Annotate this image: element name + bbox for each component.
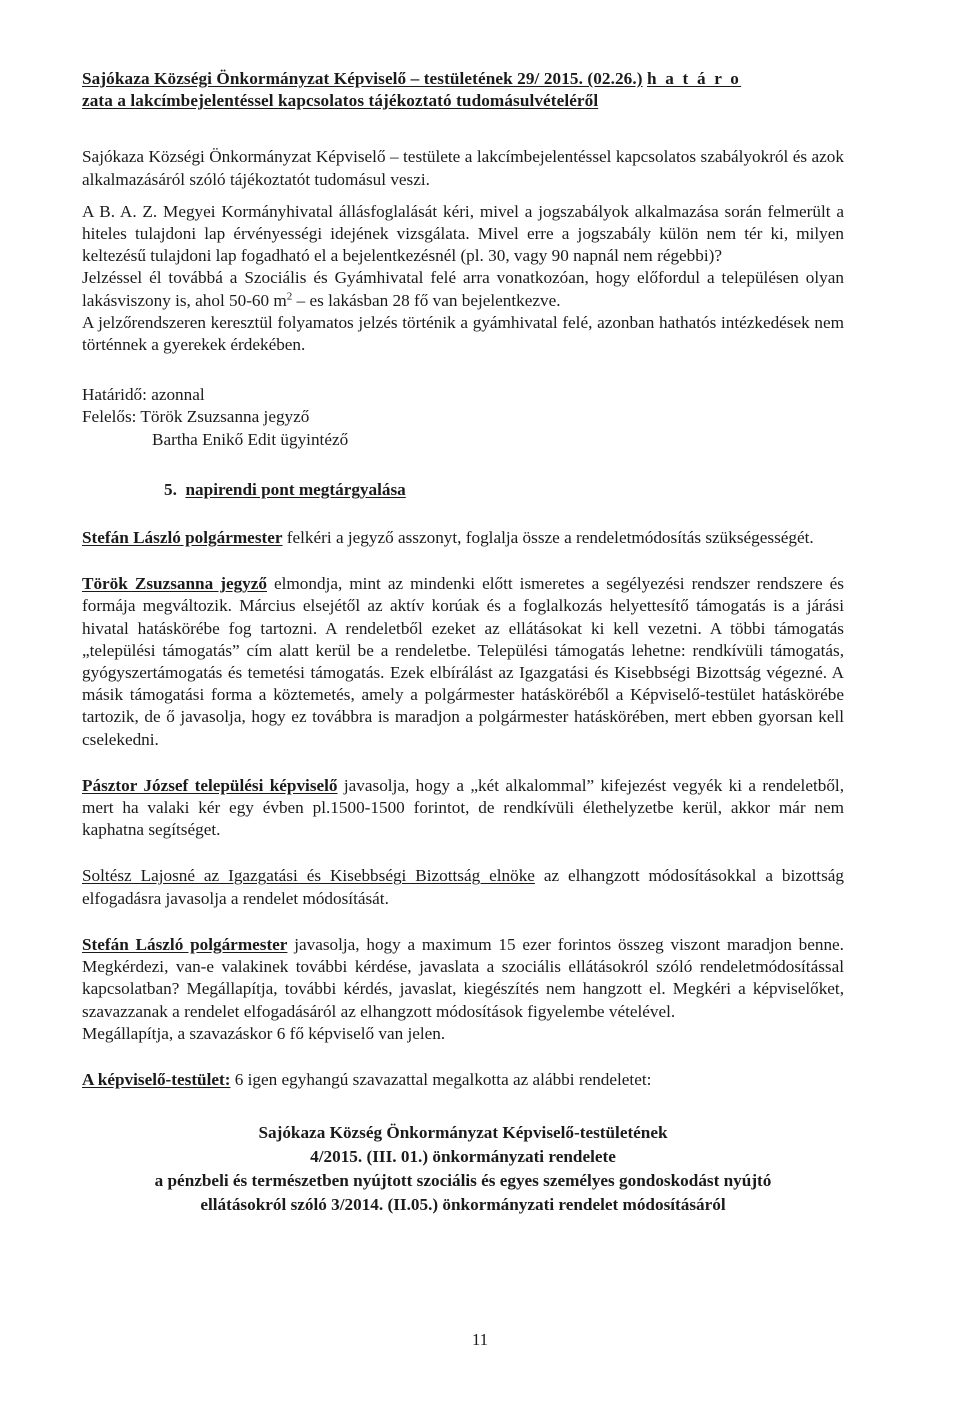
- decision: [82, 1069, 844, 1091]
- superscript: 2: [286, 289, 293, 302]
- section-title: napirendi pont megtárgyalása: [185, 479, 406, 499]
- speaker-name: Soltész Lajosné az Igazgatási és Kisebbségi Bizottság elnöke: [82, 866, 535, 886]
- speaker-name: Török Zsuzsanna jegyző: [82, 574, 267, 594]
- quorum-statement: Megállapítja, a szavazáskor 6 fő képviselő van jelen.: [82, 1023, 446, 1043]
- speaker-name: Stefán László polgármester: [82, 528, 283, 548]
- deadline: Határidő: azonnal: [82, 385, 205, 405]
- speech-text: javasolja, hogy a maximum 15 ezer forintos összeg viszont maradjon benne. Megkérdezi, van-e valakinek további kérdése, javaslata a szociális ellátásokról szóló rendeletmódosítással kapcsolatban? Megállapítja, további kérdés, javaslat, kiegészítés nem hangzott el. Megkéri a képviselőket, szavazzanak a rendelet elfogadásáról az elhangzott módosítások figyelembe vételével.: [82, 934, 844, 1021]
- header-line-2: zata a lakcímbejelentéssel kapcsolatos tájékoztató tudomásulvételéről: [82, 91, 599, 111]
- speech-2: [82, 573, 844, 751]
- section-heading: [82, 479, 844, 501]
- paragraph-3-text-a: Jelzéssel él továbbá a Szociális és Gyámhivatal felé arra vonatkozóan, hogy előfordul a településen olyan lakásviszony is, ahol 50-60 m: [82, 268, 844, 310]
- paragraph-3-text-b: – es lakásban 28 fő van bejelentkezve.: [292, 290, 561, 310]
- speaker-name: Stefán László polgármester: [82, 934, 288, 954]
- ordinance-line-3: a pénzbeli és természetben nyújtott szociális és egyes személyes gondoskodást nyújtó: [154, 1171, 772, 1191]
- page-number: 11: [471, 1330, 489, 1349]
- resolution-paragraph-2: A B. A. Z. Megyei Kormányhivatal állásfoglalását kéri, mivel a jogszabályok alkalmazása során felmerült a hiteles tulajdoni lap érvényességi idejének vizsgálata. Mivel erre a jogszabály külön nem tér ki, milyen keltezésű tulajdoni lap fogadható el a bejelentkezésnél (pl. 30, vagy 90 napnál nem régebbi)?: [82, 201, 844, 266]
- speech-text: javasolja, hogy a „két alkalommal” kifejezést vegyék ki a rendeletből, mert ha valaki kér egy évben pl.1500-1500 forintot, de rendkívüli élethelyzetbe kerül, akkor már nem kaphatna segítséget.: [82, 775, 844, 840]
- speaker-name: Pásztor József települési képviselő: [82, 775, 338, 795]
- resolution-paragraph-3: [82, 267, 844, 311]
- ordinance-title: [82, 1121, 844, 1217]
- speech-text: az elhangzott módosításokkal a bizottság elfogadásra javasolja a rendelet módosítását.: [82, 866, 844, 908]
- ordinance-line-4: ellátásokról szóló 3/2014. (II.05.) önkormányzati rendelet módosításáról: [200, 1195, 726, 1215]
- decision-label: A képviselő-testület:: [82, 1069, 231, 1089]
- section-number: 5.: [164, 479, 177, 499]
- speech-5: [82, 934, 844, 1023]
- speech-text: elmondja, mint az mindenki előtt ismeretes a segélyezési rendszer rendszere és formája megváltozik. Március elsejétől az aktív korúak és a foglalkozás helyettesítő támogatás is a járási hivatal hatáskörébe fog tartozni. A rendeletből ezeket az ellátásokat ki kell vezetni. A többi támogatás „települési támogatás” cím alatt kerül be a rendeletbe. Települési támogatás lehetne: rendkívüli támogatás, gyógyszertámogatás és temetési támogatás. Ezek elbírálást az Igazgatási és Kisebbségi Bizottság végezné. A másik támogatási forma a köztemetés, amely a polgármester hatásköréből a Képviselő-testület hatáskörébe tartozik, de ő javasolja, hogy ez továbbra is maradjon a polgármester hatáskörében, mert ebben gyorsan kell cselekedni.: [82, 574, 844, 749]
- ordinance-line-1: Sajókaza Község Önkormányzat Képviselő-testületének: [258, 1123, 668, 1143]
- decision-text: 6 igen egyhangú szavazattal megalkotta az alábbi rendeletet:: [230, 1069, 652, 1089]
- speech-text: felkéri a jegyző asszonyt, foglalja össze a rendeletmódosítás szükségességét.: [282, 528, 814, 548]
- responsible-primary: Felelős: Török Zsuzsanna jegyző: [82, 407, 310, 427]
- header-line-1-spaced: h a t á r o: [647, 69, 742, 88]
- speech-4: [82, 865, 844, 909]
- resolution-header: [82, 68, 844, 112]
- ordinance-line-2: 4/2015. (III. 01.) önkormányzati rendelete: [310, 1147, 616, 1167]
- document-page: [82, 68, 844, 1217]
- speech-1: [82, 527, 844, 549]
- resolution-paragraph-1: Sajókaza Községi Önkormányzat Képviselő – testülete a lakcímbejelentéssel kapcsolatos szabályokról és azok alkalmazásáról szóló tájékoztatót tudomásul veszi.: [82, 147, 844, 189]
- speech-3: [82, 775, 844, 842]
- header-line-1: Sajókaza Községi Önkormányzat Képviselő – testületének 29/ 2015. (02.26.): [82, 69, 643, 88]
- resolution-paragraph-4: A jelzőrendszeren keresztül folyamatos jelzés történik a gyámhivatal felé, azonban hathatós intézkedések nem történnek a gyerekek érdekében.: [82, 312, 844, 355]
- responsible-secondary: Bartha Enikő Edit ügyintéző: [152, 429, 349, 449]
